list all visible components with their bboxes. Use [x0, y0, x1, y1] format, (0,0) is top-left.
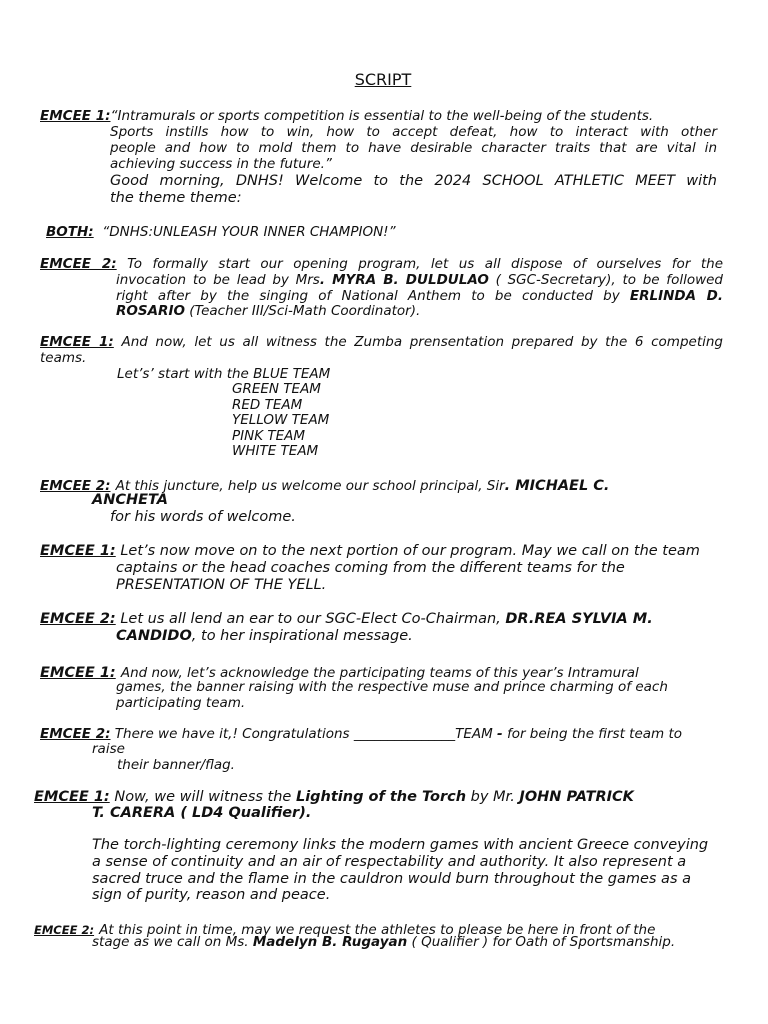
person-name: CANDIDO: [116, 628, 192, 644]
paragraph-line: sacred truce and the flame in the cauldron would burn throughout the games as a: [92, 871, 691, 887]
script-line: Let’s now move on to the next portion of our program. May we call on the team: [120, 543, 700, 559]
speaker-label: EMCEE 2:: [40, 478, 111, 494]
script-line: the theme theme:: [110, 190, 242, 206]
script-line: right after by the singing of National Anthem to be conducted by: [116, 288, 630, 304]
script-line: games, the banner raising with the respective muse and prince charming of each: [116, 679, 668, 695]
script-line: people and how to mold them to have desirable character traits that are vital in: [110, 140, 717, 156]
person-name: ERLINDA D.: [629, 288, 723, 304]
script-line: At this point in time, may we request the athletes to please be here in front of the: [99, 922, 656, 938]
script-line: by Mr.: [466, 789, 520, 805]
script-line: for his words of welcome.: [110, 509, 296, 525]
person-name: ROSARIO: [116, 303, 185, 319]
script-line: raise: [92, 741, 125, 757]
person-name: T. CARERA ( LD4 Qualifier).: [92, 805, 312, 821]
script-line: Now, we will witness the: [114, 789, 296, 805]
page-title: SCRIPT: [354, 70, 412, 89]
event-name: Lighting of the Torch: [295, 789, 467, 805]
person-name: JOHN PATRICK: [519, 789, 634, 805]
person-name: . MYRA B. DULDULAO: [319, 272, 489, 288]
script-line: achieving success in the future.”: [110, 156, 332, 172]
paragraph-line: a sense of continuity and an air of respectability and authority. It also represent a: [92, 854, 687, 870]
speaker-label: EMCEE 1:: [40, 665, 116, 681]
script-line: There we have it,! Congratulations _______________TEAM: [114, 726, 498, 742]
speaker-label: EMCEE 1:: [40, 334, 114, 350]
person-name: ANCHETA: [92, 492, 169, 508]
script-line: invocation to be lead by Mrs: [116, 272, 320, 288]
script-line: captains or the head coaches coming from the different teams for the: [116, 560, 625, 576]
speaker-label: EMCEE 2:: [40, 726, 111, 742]
speaker-label: EMCEE 2:: [34, 923, 95, 937]
speaker-label: EMCEE 1:: [40, 543, 116, 559]
script-line: At this juncture, help us welcome our school principal, Sir: [115, 478, 505, 494]
team-name: WHITE TEAM: [232, 443, 319, 459]
script-line: their banner/flag.: [117, 757, 235, 773]
team-name: GREEN TEAM: [232, 381, 321, 397]
script-line: Good morning, DNHS! Welcome to the 2024 SCHOOL ATHLETIC MEET with: [110, 173, 717, 189]
script-line: ( Qualifier ) for Oath of Sportsmanship.: [407, 934, 676, 950]
paragraph-line: sign of purity, reason and peace.: [92, 887, 331, 903]
script-line: Let us all lend an ear to our SGC-Elect Co-Chairman,: [120, 611, 506, 627]
script-line: And now, let us all witness the Zumba prensentation prepared by the 6 competing: [121, 334, 723, 350]
team-name: RED TEAM: [232, 397, 303, 413]
speaker-label: EMCEE 2:: [40, 256, 117, 272]
theme-text: “DNHS:UNLEASH YOUR INNER CHAMPION!”: [102, 224, 396, 240]
script-line: stage as we call on Ms.: [92, 934, 253, 950]
speaker-label: EMCEE 1:: [40, 108, 111, 124]
script-line: ( SGC-Secretary), to be followed: [488, 272, 723, 288]
section-both-theme: [46, 224, 396, 240]
script-line: Let’s’ start with the BLUE TEAM: [117, 366, 331, 382]
team-name: YELLOW TEAM: [232, 412, 330, 428]
team-name: PINK TEAM: [232, 428, 306, 444]
script-line: teams.: [40, 350, 87, 366]
script-line: for being the first team to: [502, 726, 683, 742]
person-name: . MICHAEL C.: [504, 478, 610, 494]
speaker-label: EMCEE 2:: [40, 611, 116, 627]
script-line: Sports instills how to win, how to accept defeat, how to interact with other: [110, 124, 717, 140]
script-line: PRESENTATION OF THE YELL.: [116, 577, 327, 593]
paragraph-line: The torch-lighting ceremony links the modern games with ancient Greece conveying: [92, 837, 709, 853]
person-name: DR.REA SYLVIA M.: [505, 611, 653, 627]
person-name: Madelyn B. Rugayan: [252, 934, 408, 950]
script-line: participating team.: [116, 695, 246, 711]
script-line: “Intramurals or sports competition is essential to the well-being of the students.: [110, 108, 654, 124]
script-line: , to her inspirational message.: [191, 628, 413, 644]
script-line: To formally start our opening program, let us all dispose of ourselves for the: [127, 256, 723, 272]
speaker-label: EMCEE 1:: [34, 789, 110, 805]
script-line: (Teacher III/Sci-Math Coordinator).: [184, 303, 421, 319]
script-dash: -: [497, 726, 503, 742]
speaker-label: BOTH:: [46, 224, 94, 240]
script-line: And now, let’s acknowledge the participating teams of this year’s Intramural: [120, 665, 639, 681]
